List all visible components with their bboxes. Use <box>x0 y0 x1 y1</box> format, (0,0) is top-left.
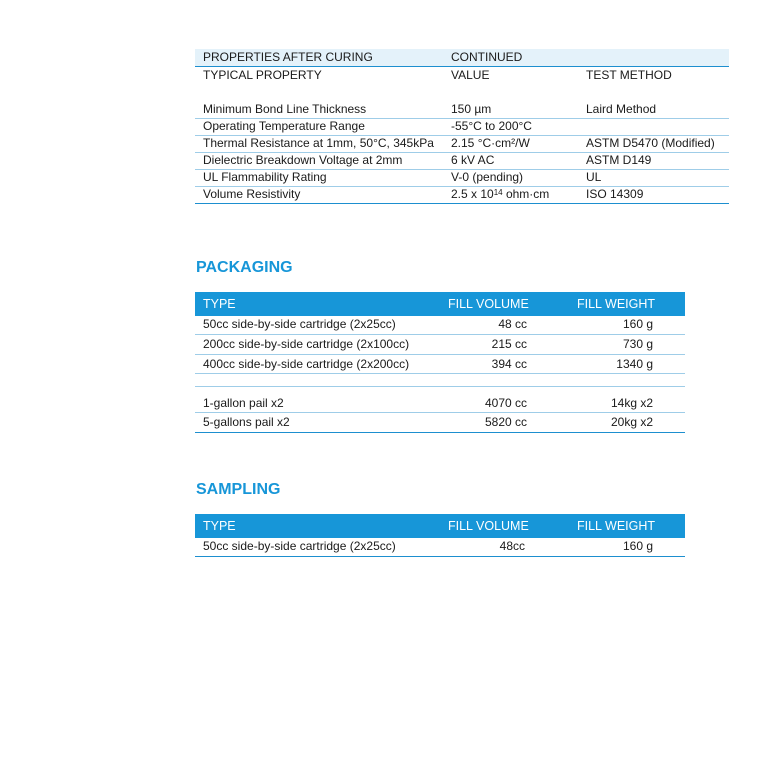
sampling-heading: SAMPLING <box>196 481 281 498</box>
continued-label: CONTINUED <box>451 50 523 64</box>
packaging-header-row <box>195 292 685 316</box>
column-header-value: VALUE <box>451 68 490 82</box>
column-header-type: TYPE <box>203 297 236 311</box>
property-row: Thermal Resistance at 1mm, 50°C, 345kPa 2.15 °C·cm²/W ASTM D5470 (Modified) <box>203 136 715 150</box>
table-row: 50cc side-by-side cartridge (2x25cc) 48cc 160 g <box>203 539 653 553</box>
packaging-table <box>195 292 685 434</box>
table-row: 50cc side-by-side cartridge (2x25cc) 48 cc 160 g <box>203 317 653 331</box>
row-divider <box>195 386 685 387</box>
column-header-property: TYPICAL PROPERTY <box>203 68 322 82</box>
properties-header-row <box>195 49 729 66</box>
table-row: 1-gallon pail x2 4070 cc 14kg x2 <box>203 396 653 410</box>
table-bottom-rule <box>195 203 729 204</box>
property-row: Dielectric Breakdown Voltage at 2mm 6 kV AC ASTM D149 <box>203 153 652 167</box>
properties-title: PROPERTIES AFTER CURING <box>203 50 373 64</box>
property-row: Minimum Bond Line Thickness 150 µm Laird Method <box>203 102 657 116</box>
property-row: UL Flammability Rating V-0 (pending) UL <box>203 170 602 184</box>
sampling-header-row <box>195 514 685 538</box>
sampling-table <box>195 514 685 560</box>
column-header-method: TEST METHOD <box>586 68 672 82</box>
property-row: Volume Resistivity 2.5 x $10^{14}$ ohm·cm ISO 14309 <box>203 187 644 201</box>
table-row: 5-gallons pail x2 5820 cc 20kg x2 <box>203 415 653 429</box>
table-row: 400cc side-by-side cartridge (2x200cc) 394 cc 1340 g <box>203 357 653 371</box>
table-bottom-rule <box>195 556 685 557</box>
property-row: Operating Temperature Range -55°C to 200°C <box>203 119 532 133</box>
properties-column-headers <box>195 67 729 84</box>
column-header-fill-volume: FILL VOLUME <box>448 519 529 533</box>
row-divider <box>195 373 685 374</box>
column-header-fill-volume: FILL VOLUME <box>448 297 529 311</box>
column-header-type: TYPE <box>203 519 236 533</box>
table-bottom-rule <box>195 432 685 433</box>
packaging-heading: PACKAGING <box>196 259 293 276</box>
table-row: 200cc side-by-side cartridge (2x100cc) 215 cc 730 g <box>203 337 653 351</box>
column-header-fill-weight: FILL WEIGHT <box>577 519 656 533</box>
column-header-fill-weight: FILL WEIGHT <box>577 297 656 311</box>
volume-resistivity-value: 2.5 x $10^{14}$ ohm·cm <box>451 187 550 201</box>
